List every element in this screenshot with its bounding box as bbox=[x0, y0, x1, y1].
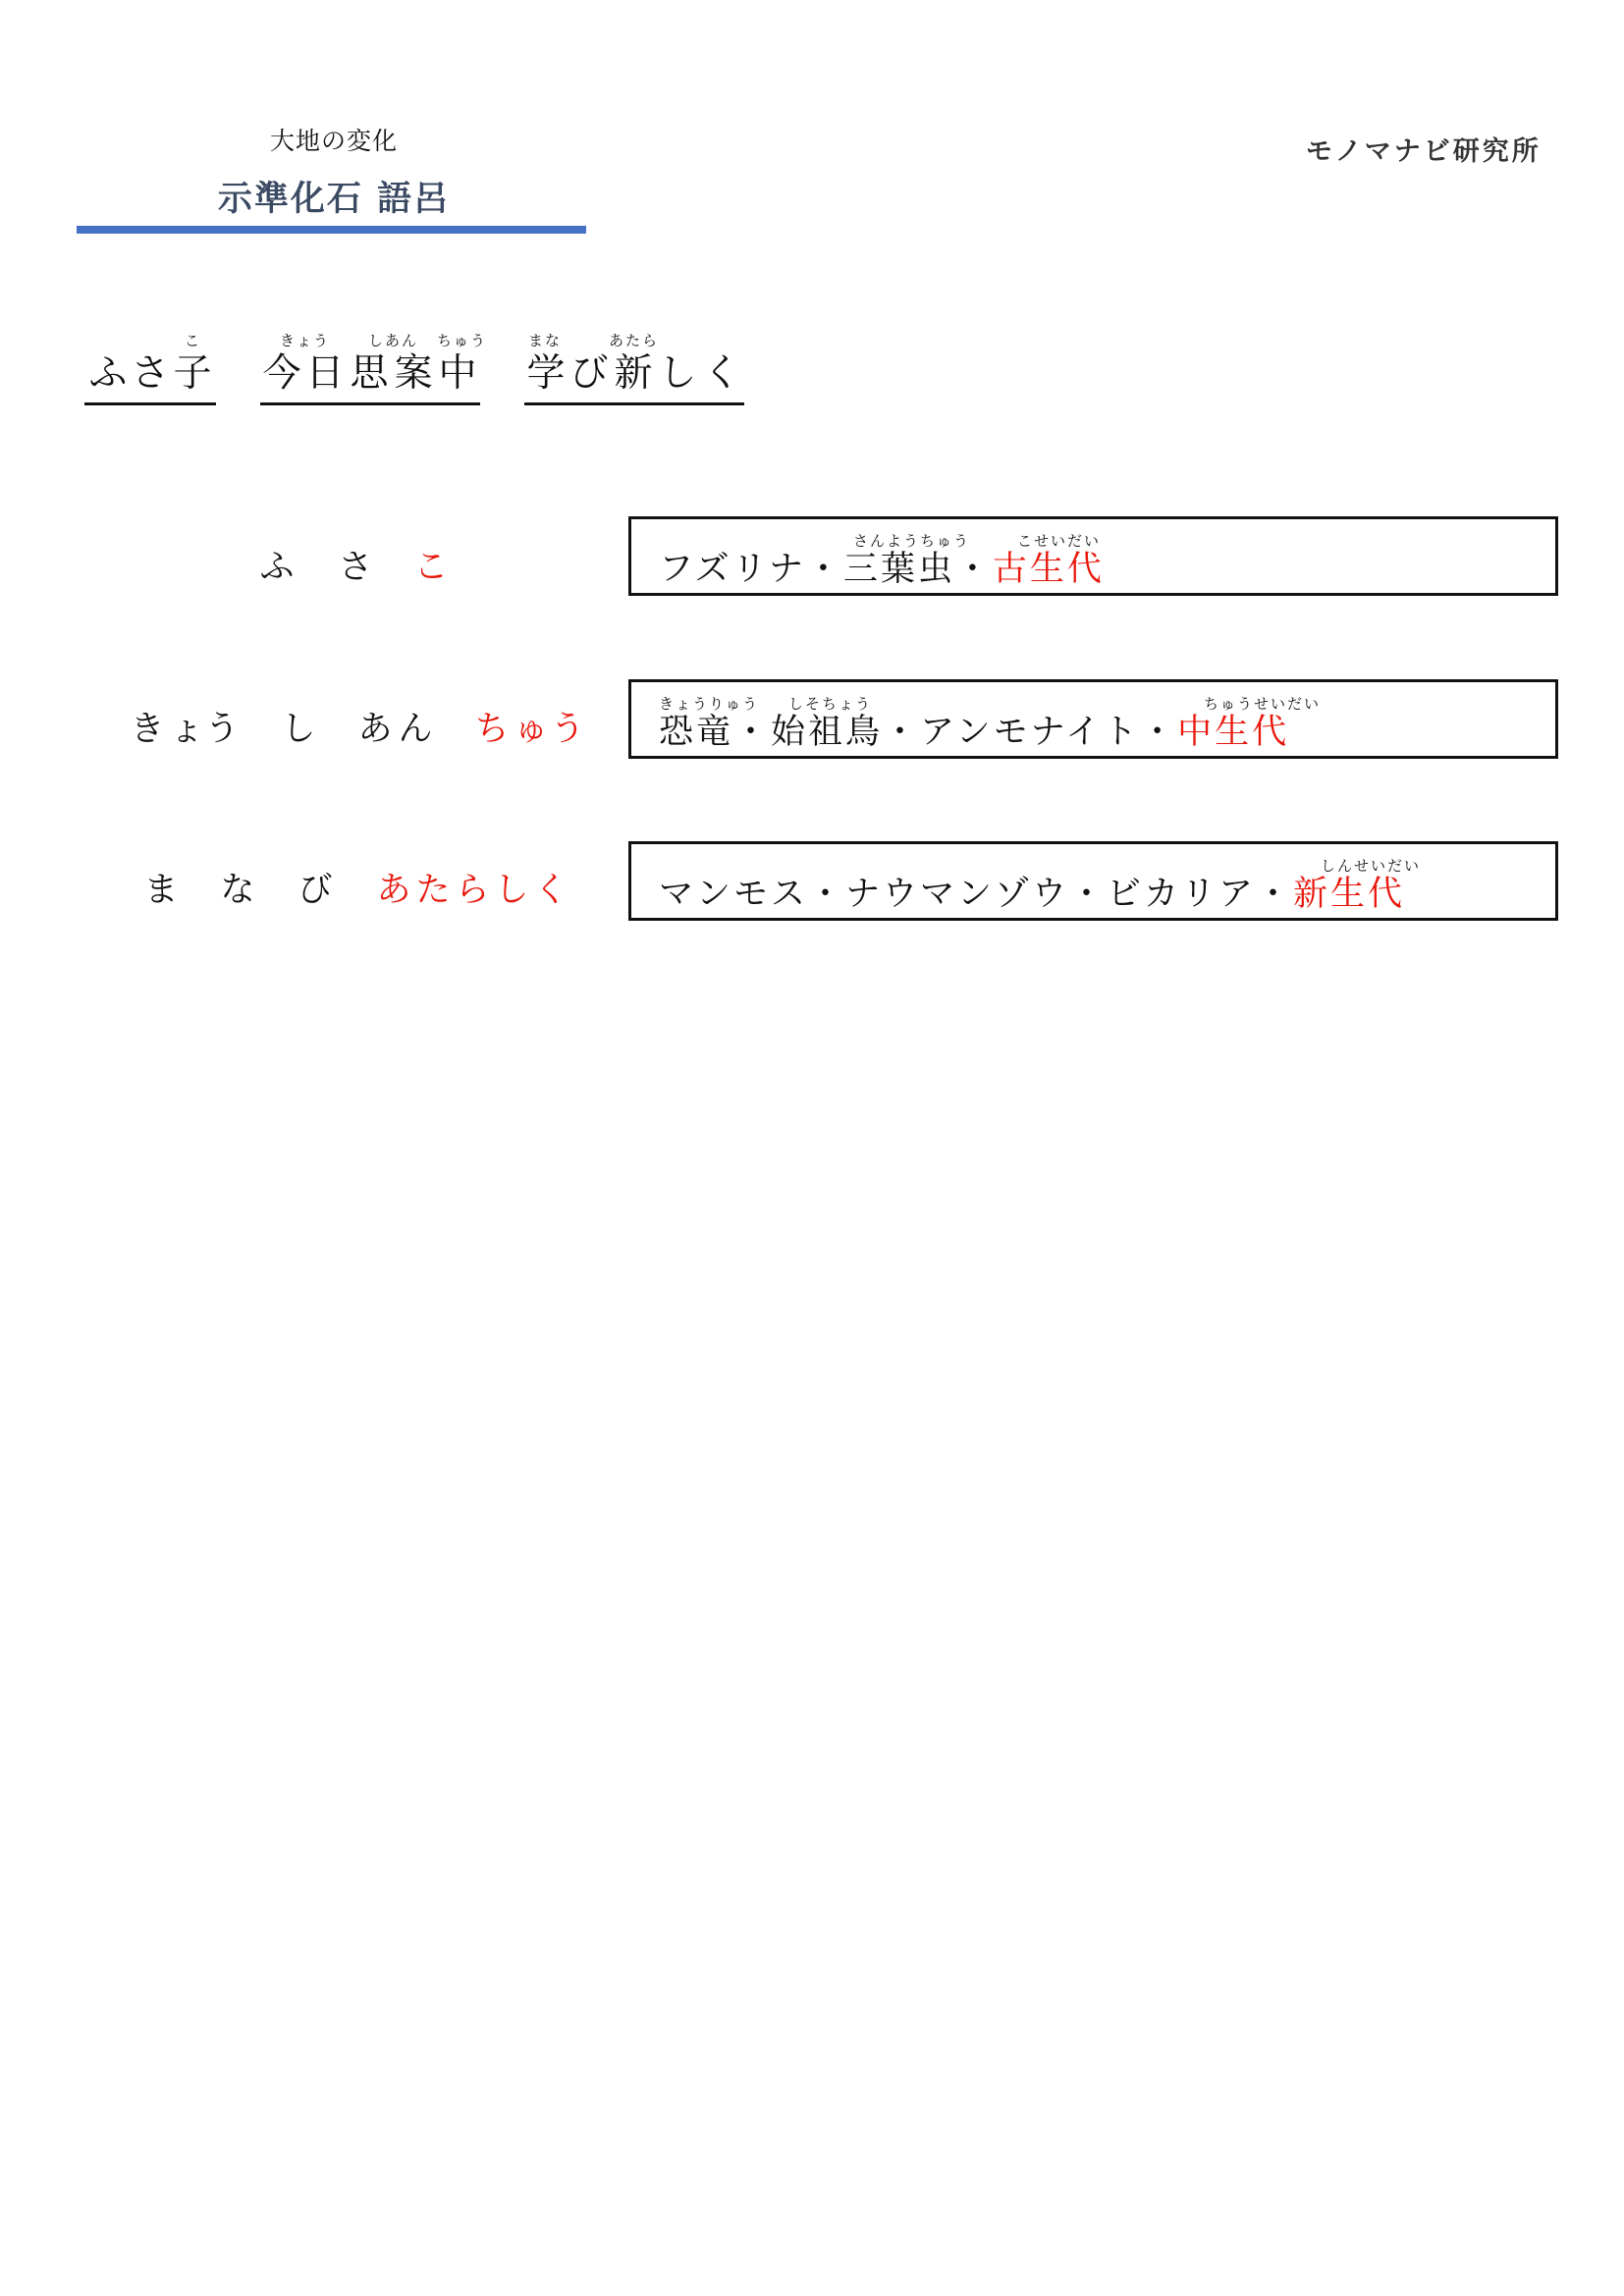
mnemonic-char: 思 bbox=[350, 351, 389, 396]
fossil-box bbox=[628, 841, 1558, 921]
mnemonic-char: び bbox=[569, 351, 609, 396]
ruby-annotation: こせいだい bbox=[1017, 532, 1102, 550]
reading-char: ん bbox=[398, 710, 433, 749]
mnemonic-char: 今 bbox=[262, 351, 301, 396]
fossil-list: マンモス・ナウマンゾウ・ビカリア・ bbox=[659, 875, 1294, 914]
reading-char-highlight: く bbox=[533, 871, 568, 910]
mnemonic-char: 中 bbox=[438, 351, 477, 396]
reading-char: び bbox=[298, 871, 333, 910]
fossil-list: 恐竜・始祖鳥・アンモナイト・ bbox=[659, 713, 1178, 752]
fossil-line bbox=[659, 872, 1405, 917]
ruby-annotation: しあん bbox=[368, 332, 419, 349]
reading-char: ま bbox=[143, 871, 179, 910]
mnemonic-char: 学 bbox=[526, 351, 566, 396]
mnemonic-group bbox=[260, 332, 488, 405]
ruby-annotation: きょう bbox=[280, 332, 331, 349]
ruby-annotation: まな bbox=[528, 332, 563, 349]
title-underline bbox=[77, 226, 586, 234]
ruby-annotation: きょうりゅう bbox=[659, 695, 760, 713]
ruby-annotation: ちゅう bbox=[437, 332, 488, 349]
reading-char-highlight: し bbox=[494, 871, 529, 910]
mnemonic-char: 子 bbox=[173, 351, 212, 396]
reading-char: な bbox=[220, 871, 255, 910]
reading-char: し bbox=[281, 710, 316, 749]
reading-char-highlight: ち bbox=[474, 710, 510, 749]
reading-char-highlight: あ bbox=[376, 871, 411, 910]
reading-char: う bbox=[204, 710, 240, 749]
fossil-box bbox=[628, 679, 1558, 759]
mnemonic-char: 日 bbox=[305, 351, 345, 396]
reading-char-highlight: ゅ bbox=[514, 710, 549, 749]
reading-char-highlight: こ bbox=[413, 548, 449, 587]
ruby-annotation: あたら bbox=[609, 332, 660, 349]
fossil-line bbox=[659, 710, 1289, 755]
mnemonic-char: 案 bbox=[394, 351, 433, 396]
era-name: 中生代 bbox=[1177, 713, 1290, 752]
mnemonic-group bbox=[524, 332, 744, 405]
reading-char: ふ bbox=[259, 548, 295, 587]
reading-char: さ bbox=[338, 548, 373, 587]
ruby-annotation: さんようちゅう bbox=[853, 532, 971, 550]
mnemonic-char: ふ bbox=[88, 351, 128, 396]
fossil-box bbox=[628, 516, 1558, 596]
reading-char: あ bbox=[357, 710, 393, 749]
mnemonic-char: 新 bbox=[614, 351, 653, 396]
fossil-list: フズリナ・三葉虫・ bbox=[659, 550, 993, 589]
fossil-line bbox=[659, 547, 1105, 592]
document-category: 大地の変化 bbox=[269, 127, 398, 155]
reading-char-highlight: ら bbox=[455, 871, 490, 910]
ruby-annotation: しそちょう bbox=[788, 695, 873, 713]
reading-char-highlight: う bbox=[550, 710, 585, 749]
brand-logo: モノマナビ研究所 bbox=[1306, 136, 1542, 167]
ruby-annotation: こ bbox=[185, 332, 202, 349]
reading-char-highlight: た bbox=[415, 871, 451, 910]
reading-char: ょ bbox=[169, 710, 204, 749]
mnemonic-char: く bbox=[702, 351, 741, 396]
era-name: 古生代 bbox=[992, 550, 1105, 589]
ruby-annotation: しんせいだい bbox=[1321, 857, 1422, 875]
era-name: 新生代 bbox=[1293, 875, 1406, 914]
ruby-annotation: ちゅうせいだい bbox=[1204, 695, 1322, 713]
mnemonic-group bbox=[84, 332, 216, 405]
mnemonic-char: さ bbox=[131, 351, 170, 396]
mnemonic-char: し bbox=[658, 351, 697, 396]
reading-char: き bbox=[130, 710, 165, 749]
page-title: 示準化石 語呂 bbox=[217, 180, 451, 219]
